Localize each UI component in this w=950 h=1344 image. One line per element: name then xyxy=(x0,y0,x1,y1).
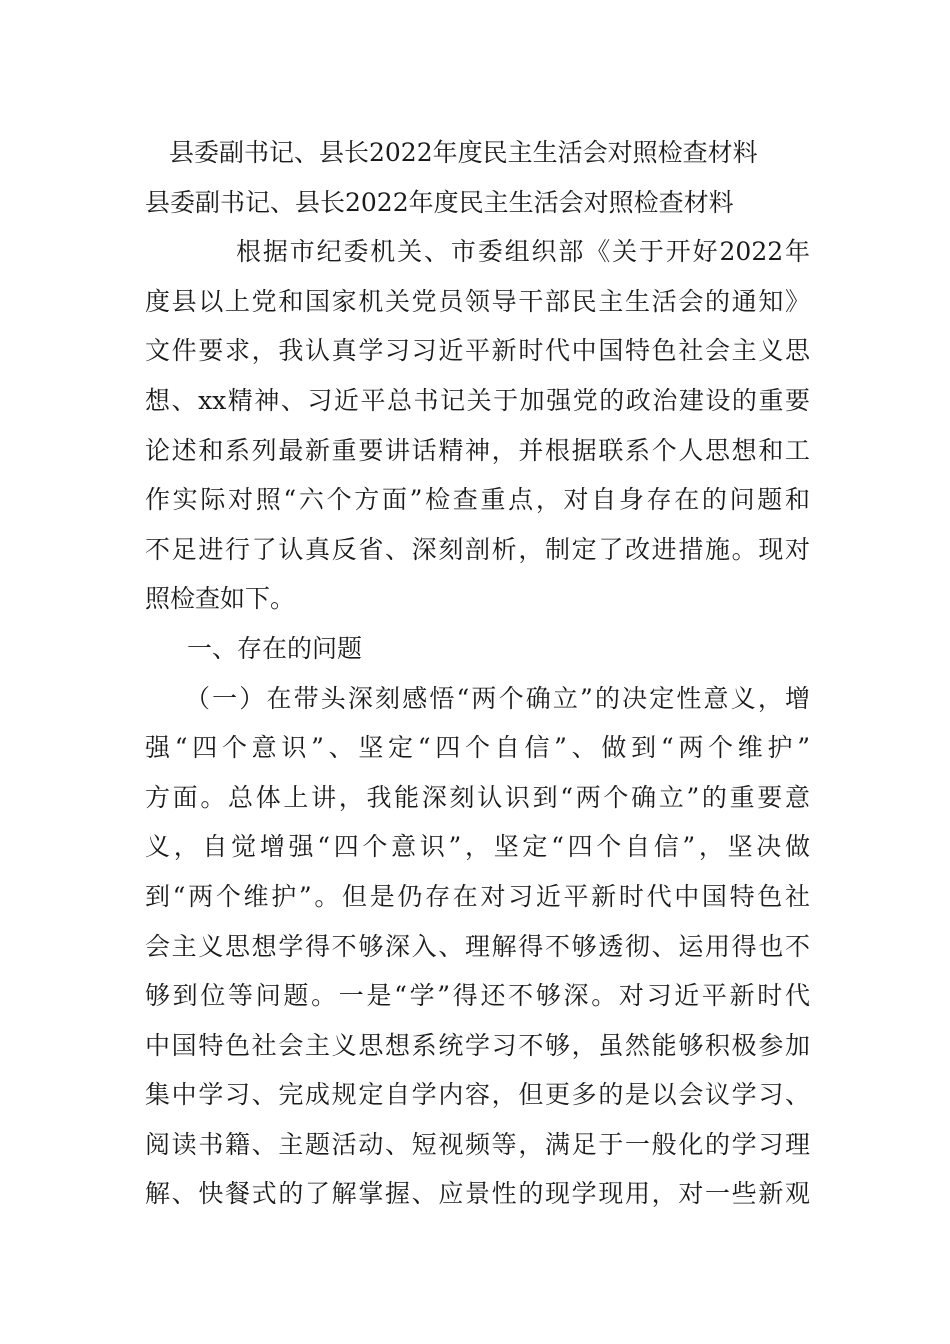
document-title-repeat: 县委副书记、县长2022年度民主生活会对照检查材料 xyxy=(145,187,734,217)
document-body xyxy=(145,128,810,1219)
subsection-paragraph-line: 会主义思想学得不够深入、理解得不够透彻、运用得也不 xyxy=(145,931,810,961)
subsection-paragraph-line: 方面。总体上讲，我能深刻认识到“两个确立”的重要意 xyxy=(145,782,810,812)
subsection-paragraph-line: 解、快餐式的了解掌握、应景性的现学现用，对一些新观 xyxy=(145,1179,810,1209)
intro-paragraph-line: 不足进行了认真反省、深刻剖析，制定了改进措施。现对 xyxy=(145,534,810,564)
subsection-paragraph-line: （一）在带头深刻感悟“两个确立”的决定性意义，增 xyxy=(185,683,810,713)
subsection-paragraph-line: 中国特色社会主义思想系统学习不够，虽然能够积极参加 xyxy=(145,1030,810,1060)
subsection-paragraph-line: 义，自觉增强“四个意识”，坚定“四个自信”，坚决做 xyxy=(145,832,810,862)
intro-paragraph-line: 文件要求，我认真学习习近平新时代中国特色社会主义思 xyxy=(145,336,810,366)
subsection-paragraph-line: 强“四个意识”、坚定“四个自信”、做到“两个维护” xyxy=(145,733,810,763)
subsection-paragraph-line: 阅读书籍、主题活动、短视频等，满足于一般化的学习理 xyxy=(145,1129,810,1159)
intro-paragraph-line: 论述和系列最新重要讲话精神，并根据联系个人思想和工 xyxy=(145,435,810,465)
intro-paragraph-line: 照检查如下。 xyxy=(145,584,296,614)
document-title: 县委副书记、县长2022年度民主生活会对照检查材料 xyxy=(169,138,758,167)
intro-paragraph-line: 度县以上党和国家机关党员领导干部民主生活会的通知》 xyxy=(145,286,810,316)
intro-paragraph-line: 作实际对照“六个方面”检查重点，对自身存在的问题和 xyxy=(145,485,810,515)
subsection-paragraph-line: 够到位等问题。一是“学”得还不够深。对习近平新时代 xyxy=(145,981,810,1011)
subsection-paragraph-line: 到“两个维护”。但是仍存在对习近平新时代中国特色社 xyxy=(145,881,810,911)
intro-paragraph-line: 想、xx精神、习近平总书记关于加强党的政治建设的重要 xyxy=(145,385,810,415)
subsection-paragraph-line: 集中学习、完成规定自学内容，但更多的是以会议学习、 xyxy=(145,1080,810,1110)
intro-paragraph-line: 根据市纪委机关、市委组织部《关于开好2022年 xyxy=(236,237,810,267)
section-heading: 一、存在的问题 xyxy=(187,633,363,663)
